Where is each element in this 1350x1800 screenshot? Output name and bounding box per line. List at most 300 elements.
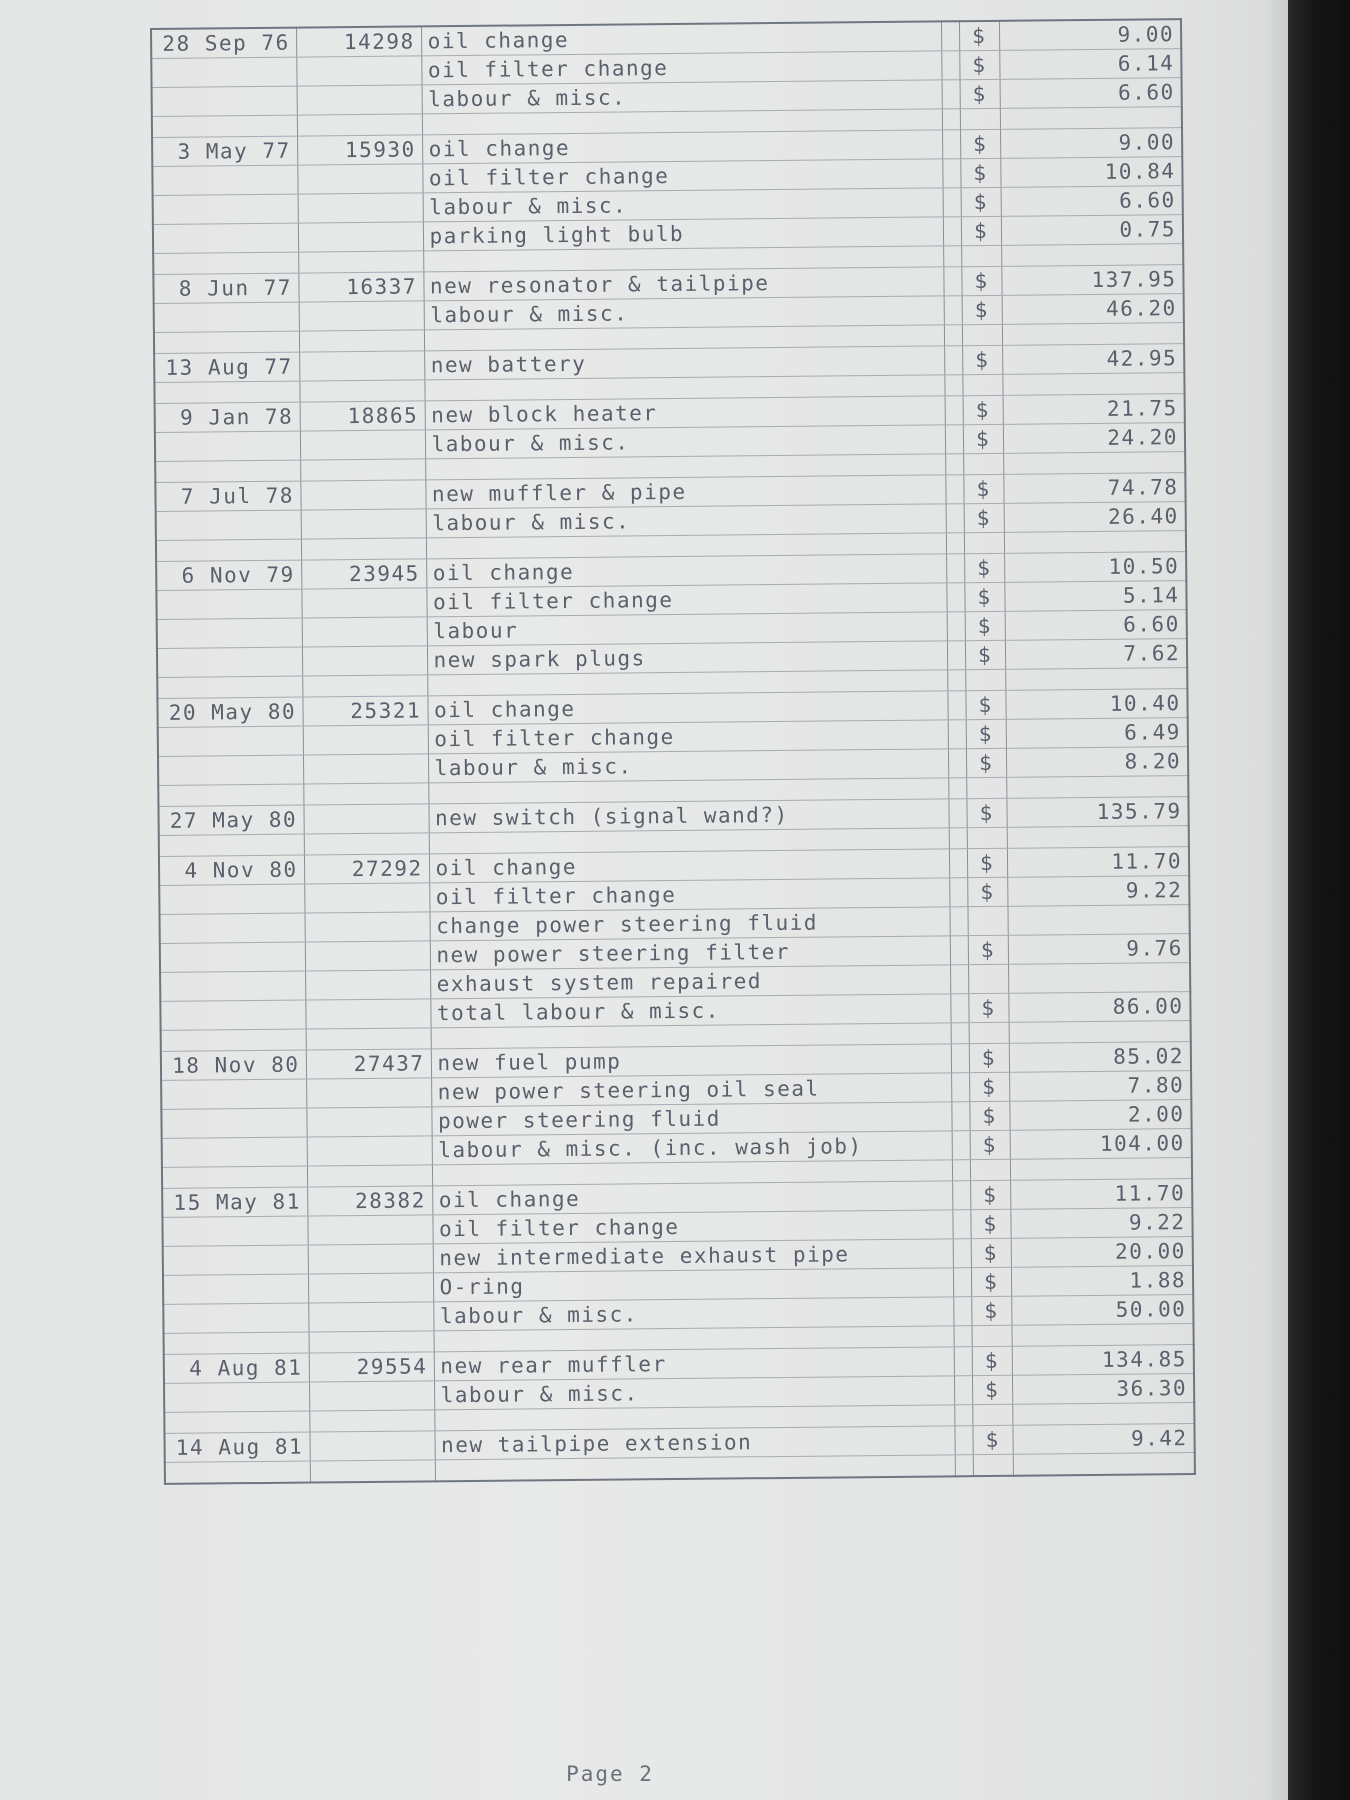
item-description: new intermediate exhaust pipe <box>433 1239 953 1273</box>
service-date <box>153 194 298 224</box>
currency-symbol: $ <box>969 1043 1009 1072</box>
gap-cell <box>942 109 960 130</box>
service-date: 28 Sep 76 <box>151 28 296 59</box>
gap-cell <box>949 849 967 878</box>
item-amount: 7.62 <box>1005 639 1187 670</box>
service-date <box>163 1303 308 1333</box>
amount-cell <box>1002 373 1184 396</box>
service-date: 4 Aug 81 <box>164 1353 309 1383</box>
gap-cell <box>942 80 960 109</box>
gap-cell <box>953 1239 971 1268</box>
item-amount: 9.42 <box>1012 1424 1194 1455</box>
odometer-reading <box>305 999 430 1029</box>
gap-cell <box>951 1044 969 1073</box>
currency-symbol: $ <box>970 1130 1010 1159</box>
gap-cell <box>944 346 962 375</box>
currency-symbol: $ <box>971 1267 1011 1296</box>
item-amount: 85.02 <box>1009 1042 1191 1073</box>
item-amount: 135.79 <box>1006 797 1188 828</box>
service-date <box>162 1216 307 1246</box>
currency-symbol: $ <box>959 50 999 79</box>
gap-cell <box>945 454 963 475</box>
currency-symbol: $ <box>962 345 1002 374</box>
currency-symbol: $ <box>970 1180 1010 1209</box>
currency-cell <box>961 245 1001 266</box>
currency-cell <box>964 532 1004 553</box>
service-date: 27 May 80 <box>158 805 303 835</box>
odometer-reading <box>298 193 423 223</box>
service-date <box>160 913 305 943</box>
date-cell <box>156 539 301 561</box>
currency-cell <box>965 669 1005 690</box>
service-date <box>157 647 302 677</box>
odometer-reading: 14298 <box>296 26 421 57</box>
gap-cell <box>943 188 961 217</box>
item-description: oil change <box>426 554 946 588</box>
item-amount: 6.60 <box>1001 186 1183 217</box>
odometer-reading <box>298 222 423 252</box>
item-amount: 5.14 <box>1004 581 1186 612</box>
item-amount: 10.40 <box>1005 689 1187 720</box>
item-description: O-ring <box>433 1268 953 1302</box>
item-description: oil filter change <box>426 583 946 617</box>
gap-cell <box>947 670 965 691</box>
currency-symbol: $ <box>969 1101 1009 1130</box>
service-date <box>155 431 300 461</box>
gap-cell <box>943 246 961 267</box>
amount-cell <box>1007 826 1189 849</box>
amount-cell <box>1006 776 1188 799</box>
item-description: oil change <box>427 691 947 725</box>
odometer-cell <box>299 380 424 402</box>
service-date: 18 Nov 80 <box>161 1050 306 1080</box>
service-date: 7 Jul 78 <box>155 481 300 511</box>
odometer-reading <box>303 804 428 834</box>
odometer-reading <box>309 1431 434 1461</box>
item-description: new tailpipe extension <box>434 1426 954 1460</box>
currency-symbol: $ <box>965 690 1005 719</box>
date-cell <box>165 1461 310 1484</box>
gap-cell <box>946 533 964 554</box>
item-amount: 9.00 <box>1000 128 1182 159</box>
log-body <box>151 19 1195 1484</box>
date-cell <box>159 834 304 856</box>
item-description: labour & misc. <box>422 80 942 114</box>
item-description: labour & misc. <box>423 188 943 222</box>
odometer-reading <box>300 480 425 510</box>
service-date <box>156 510 301 540</box>
currency-symbol: $ <box>965 611 1005 640</box>
currency-symbol: $ <box>963 424 1003 453</box>
odometer-reading <box>307 1136 432 1166</box>
odometer-reading: 23945 <box>301 559 426 589</box>
currency-cell <box>960 108 1000 129</box>
gap-cell <box>943 217 961 246</box>
currency-cell <box>963 453 1003 474</box>
odometer-reading <box>299 351 424 381</box>
item-amount: 10.50 <box>1004 552 1186 583</box>
item-description: oil change <box>422 130 942 164</box>
service-date: 13 Aug 77 <box>154 352 299 382</box>
item-description: new fuel pump <box>431 1044 951 1078</box>
item-amount: 137.95 <box>1001 265 1183 296</box>
date-cell <box>157 676 302 698</box>
service-date: 6 Nov 79 <box>156 560 301 590</box>
currency-symbol <box>967 906 1007 935</box>
odometer-reading: 29554 <box>309 1352 434 1382</box>
item-description: new rear muffler <box>434 1347 954 1381</box>
currency-cell <box>972 1404 1012 1425</box>
currency-cell <box>966 777 1006 798</box>
amount-cell <box>1013 1453 1195 1476</box>
currency-symbol: $ <box>960 129 1000 158</box>
odometer-reading <box>296 56 421 86</box>
amount-cell <box>1010 1158 1192 1181</box>
date-cell <box>164 1332 309 1354</box>
desk-background <box>1288 0 1350 1800</box>
item-amount: 6.60 <box>1000 78 1182 109</box>
odometer-cell <box>301 538 426 560</box>
item-amount: 6.60 <box>1005 610 1187 641</box>
date-cell <box>153 252 298 274</box>
gap-cell <box>944 375 962 396</box>
currency-cell <box>962 324 1002 345</box>
service-date <box>151 57 296 87</box>
gap-cell <box>954 1347 972 1376</box>
item-amount: 8.20 <box>1006 747 1188 778</box>
currency-symbol: $ <box>960 79 1000 108</box>
currency-symbol: $ <box>965 640 1005 669</box>
service-date: 15 May 81 <box>162 1187 307 1217</box>
item-amount: 10.84 <box>1000 157 1182 188</box>
service-date <box>164 1382 309 1412</box>
date-cell <box>152 115 297 137</box>
item-description: oil filter change <box>429 878 949 912</box>
odometer-reading: 15930 <box>297 135 422 165</box>
gap-cell <box>952 1181 970 1210</box>
service-date: 14 Aug 81 <box>164 1432 309 1462</box>
item-description: power steering fluid <box>431 1102 951 1136</box>
service-date: 3 May 77 <box>152 136 297 166</box>
service-date <box>160 971 305 1001</box>
item-amount: 9.22 <box>1010 1208 1192 1239</box>
item-description: oil change <box>421 21 941 55</box>
date-cell <box>161 1029 306 1051</box>
gap-cell <box>951 1102 969 1131</box>
odometer-reading <box>306 1078 431 1108</box>
item-amount: 9.76 <box>1008 934 1190 965</box>
service-date <box>163 1274 308 1304</box>
item-description: oil filter change <box>422 159 942 193</box>
item-amount: 86.00 <box>1008 992 1190 1023</box>
service-date <box>159 884 304 914</box>
gap-cell <box>947 641 965 670</box>
odometer-cell <box>309 1410 434 1432</box>
currency-symbol: $ <box>961 216 1001 245</box>
odometer-reading <box>301 509 426 539</box>
item-description: new block heater <box>425 396 945 430</box>
odometer-reading: 27437 <box>306 1049 431 1079</box>
currency-symbol <box>968 964 1008 993</box>
amount-cell <box>1009 1021 1191 1044</box>
odometer-reading <box>306 1107 431 1137</box>
gap-cell <box>954 1376 972 1405</box>
item-description: oil change <box>432 1181 952 1215</box>
item-description: new spark plugs <box>427 641 947 675</box>
odometer-reading <box>308 1244 433 1274</box>
item-description: new resonator & tailpipe <box>423 267 943 301</box>
odometer-reading <box>305 970 430 1000</box>
gap-cell <box>943 267 961 296</box>
service-date: 4 Nov 80 <box>159 855 304 885</box>
item-amount: 9.22 <box>1007 876 1189 907</box>
item-description: new battery <box>424 346 944 380</box>
currency-symbol: $ <box>960 158 1000 187</box>
item-amount: 26.40 <box>1004 502 1186 533</box>
amount-cell <box>1004 531 1186 554</box>
currency-symbol: $ <box>970 1209 1010 1238</box>
gap-cell <box>955 1455 973 1477</box>
item-amount: 0.75 <box>1001 215 1183 246</box>
service-date: 8 Jun 77 <box>153 273 298 303</box>
gap-cell <box>949 828 967 849</box>
gap-cell <box>946 554 964 583</box>
odometer-reading <box>301 588 426 618</box>
gap-cell <box>944 325 962 346</box>
service-date <box>162 1137 307 1167</box>
odometer-cell <box>304 833 429 855</box>
item-description: labour & misc. <box>424 296 944 330</box>
item-amount: 9.00 <box>999 19 1181 50</box>
odometer-cell <box>299 330 424 352</box>
amount-cell <box>1012 1403 1194 1426</box>
odometer-cell <box>310 1460 435 1483</box>
description-cell <box>435 1455 955 1481</box>
gap-cell <box>946 583 964 612</box>
maintenance-log-sheet <box>150 18 1194 1485</box>
gap-cell <box>954 1405 972 1426</box>
odometer-reading <box>299 301 424 331</box>
item-description: new switch (signal wand?) <box>428 799 948 833</box>
item-description: new muffler & pipe <box>425 475 945 509</box>
odometer-cell <box>306 1028 431 1050</box>
currency-symbol: $ <box>967 848 1007 877</box>
odometer-reading <box>305 941 430 971</box>
item-amount: 20.00 <box>1011 1237 1193 1268</box>
currency-cell <box>967 827 1007 848</box>
item-amount: 1.88 <box>1011 1266 1193 1297</box>
odometer-reading <box>305 912 430 942</box>
item-amount: 11.70 <box>1007 847 1189 878</box>
currency-symbol: $ <box>963 395 1003 424</box>
odometer-reading <box>304 883 429 913</box>
gap-cell <box>941 21 959 51</box>
gap-cell <box>948 749 966 778</box>
odometer-cell <box>298 251 423 273</box>
maintenance-log-table <box>150 18 1196 1485</box>
service-date: 9 Jan 78 <box>155 402 300 432</box>
currency-symbol: $ <box>964 553 1004 582</box>
odometer-reading: 28382 <box>307 1186 432 1216</box>
gap-cell <box>942 159 960 188</box>
currency-symbol: $ <box>972 1425 1012 1454</box>
item-description: labour & misc. <box>433 1297 953 1331</box>
date-cell <box>162 1166 307 1188</box>
odometer-reading <box>308 1302 433 1332</box>
item-amount: 104.00 <box>1010 1129 1192 1160</box>
service-date <box>158 726 303 756</box>
paper-edge <box>1268 0 1288 1800</box>
item-amount: 21.75 <box>1003 394 1185 425</box>
item-description: oil filter change <box>432 1210 952 1244</box>
item-amount: 134.85 <box>1012 1345 1194 1376</box>
currency-symbol: $ <box>961 266 1001 295</box>
gap-cell <box>948 720 966 749</box>
item-description: new power steering filter <box>430 936 950 970</box>
odometer-reading: 18865 <box>300 401 425 431</box>
currency-symbol: $ <box>966 798 1006 827</box>
gap-cell <box>944 296 962 325</box>
gap-cell <box>945 425 963 454</box>
item-description: labour & misc. <box>428 749 948 783</box>
gap-cell <box>952 1131 970 1160</box>
currency-symbol: $ <box>969 1072 1009 1101</box>
service-date <box>157 618 302 648</box>
item-description: oil filter change <box>428 720 948 754</box>
currency-cell <box>971 1325 1011 1346</box>
currency-symbol: $ <box>972 1346 1012 1375</box>
service-date <box>161 1108 306 1138</box>
gap-cell <box>952 1210 970 1239</box>
amount-cell <box>1000 107 1182 130</box>
item-description: oil change <box>429 849 949 883</box>
item-amount <box>1007 905 1189 936</box>
odometer-reading <box>303 725 428 755</box>
service-date: 20 May 80 <box>157 697 302 727</box>
currency-symbol: $ <box>968 935 1008 964</box>
item-description: oil filter change <box>421 51 941 85</box>
odometer-reading <box>309 1381 434 1411</box>
date-cell <box>154 331 299 353</box>
odometer-cell <box>297 114 422 136</box>
amount-cell <box>1005 668 1187 691</box>
gap-cell <box>949 878 967 907</box>
gap-cell <box>951 1073 969 1102</box>
item-description: labour & misc. <box>426 504 946 538</box>
odometer-reading <box>300 430 425 460</box>
item-amount: 11.70 <box>1010 1179 1192 1210</box>
service-date <box>152 165 297 195</box>
service-date <box>158 755 303 785</box>
gap-cell <box>952 1160 970 1181</box>
gap-cell <box>947 691 965 720</box>
date-cell <box>154 381 299 403</box>
service-date <box>163 1245 308 1275</box>
currency-symbol: $ <box>966 748 1006 777</box>
odometer-reading <box>303 754 428 784</box>
gap-cell <box>945 475 963 504</box>
gap-cell <box>950 936 968 965</box>
item-amount: 6.49 <box>1006 718 1188 749</box>
item-amount: 50.00 <box>1011 1295 1193 1326</box>
currency-symbol: $ <box>963 474 1003 503</box>
gap-cell <box>949 907 967 936</box>
gap-cell <box>953 1326 971 1347</box>
odometer-cell <box>307 1165 432 1187</box>
currency-cell <box>970 1159 1010 1180</box>
date-cell <box>164 1411 309 1433</box>
item-amount: 36.30 <box>1012 1374 1194 1405</box>
item-amount <box>1008 963 1190 994</box>
currency-symbol: $ <box>968 993 1008 1022</box>
service-date <box>152 86 297 116</box>
currency-symbol: $ <box>964 582 1004 611</box>
gap-cell <box>950 994 968 1023</box>
odometer-reading <box>308 1273 433 1303</box>
currency-cell <box>973 1454 1013 1476</box>
currency-symbol: $ <box>967 877 1007 906</box>
gap-cell <box>947 612 965 641</box>
item-amount: 24.20 <box>1003 423 1185 454</box>
service-date <box>160 942 305 972</box>
item-description: parking light bulb <box>423 217 943 251</box>
item-description: change power steering fluid <box>429 907 949 941</box>
item-description: labour & misc. <box>434 1376 954 1410</box>
amount-cell <box>1003 452 1185 475</box>
gap-cell <box>941 51 959 80</box>
service-date <box>161 1079 306 1109</box>
gap-cell <box>953 1268 971 1297</box>
service-date <box>154 302 299 332</box>
odometer-reading <box>307 1215 432 1245</box>
gap-cell <box>946 504 964 533</box>
item-amount: 46.20 <box>1002 294 1184 325</box>
odometer-reading: 27292 <box>304 854 429 884</box>
date-cell <box>158 784 303 806</box>
service-date <box>153 223 298 253</box>
currency-symbol: $ <box>962 295 1002 324</box>
amount-cell <box>1011 1324 1193 1347</box>
item-description: exhaust system repaired <box>430 965 950 999</box>
item-description: new power steering oil seal <box>431 1073 951 1107</box>
item-amount: 42.95 <box>1002 344 1184 375</box>
page-number: Page 2 <box>566 1762 654 1786</box>
odometer-reading <box>302 646 427 676</box>
gap-cell <box>953 1297 971 1326</box>
gap-cell <box>942 130 960 159</box>
odometer-reading <box>302 617 427 647</box>
gap-cell <box>948 778 966 799</box>
odometer-reading: 16337 <box>298 272 423 302</box>
currency-cell <box>969 1022 1009 1043</box>
date-cell <box>155 460 300 482</box>
odometer-reading: 25321 <box>302 696 427 726</box>
currency-symbol: $ <box>972 1375 1012 1404</box>
gap-cell <box>945 396 963 425</box>
item-description: labour <box>427 612 947 646</box>
odometer-cell <box>300 459 425 481</box>
gap-cell <box>950 965 968 994</box>
gap-cell <box>954 1426 972 1455</box>
item-description: total labour & misc. <box>430 994 950 1028</box>
item-amount: 7.80 <box>1009 1071 1191 1102</box>
item-description: labour & misc. <box>425 425 945 459</box>
currency-symbol: $ <box>964 503 1004 532</box>
odometer-cell <box>302 675 427 697</box>
odometer-cell <box>303 783 428 805</box>
service-date <box>160 1000 305 1030</box>
odometer-cell <box>309 1331 434 1353</box>
